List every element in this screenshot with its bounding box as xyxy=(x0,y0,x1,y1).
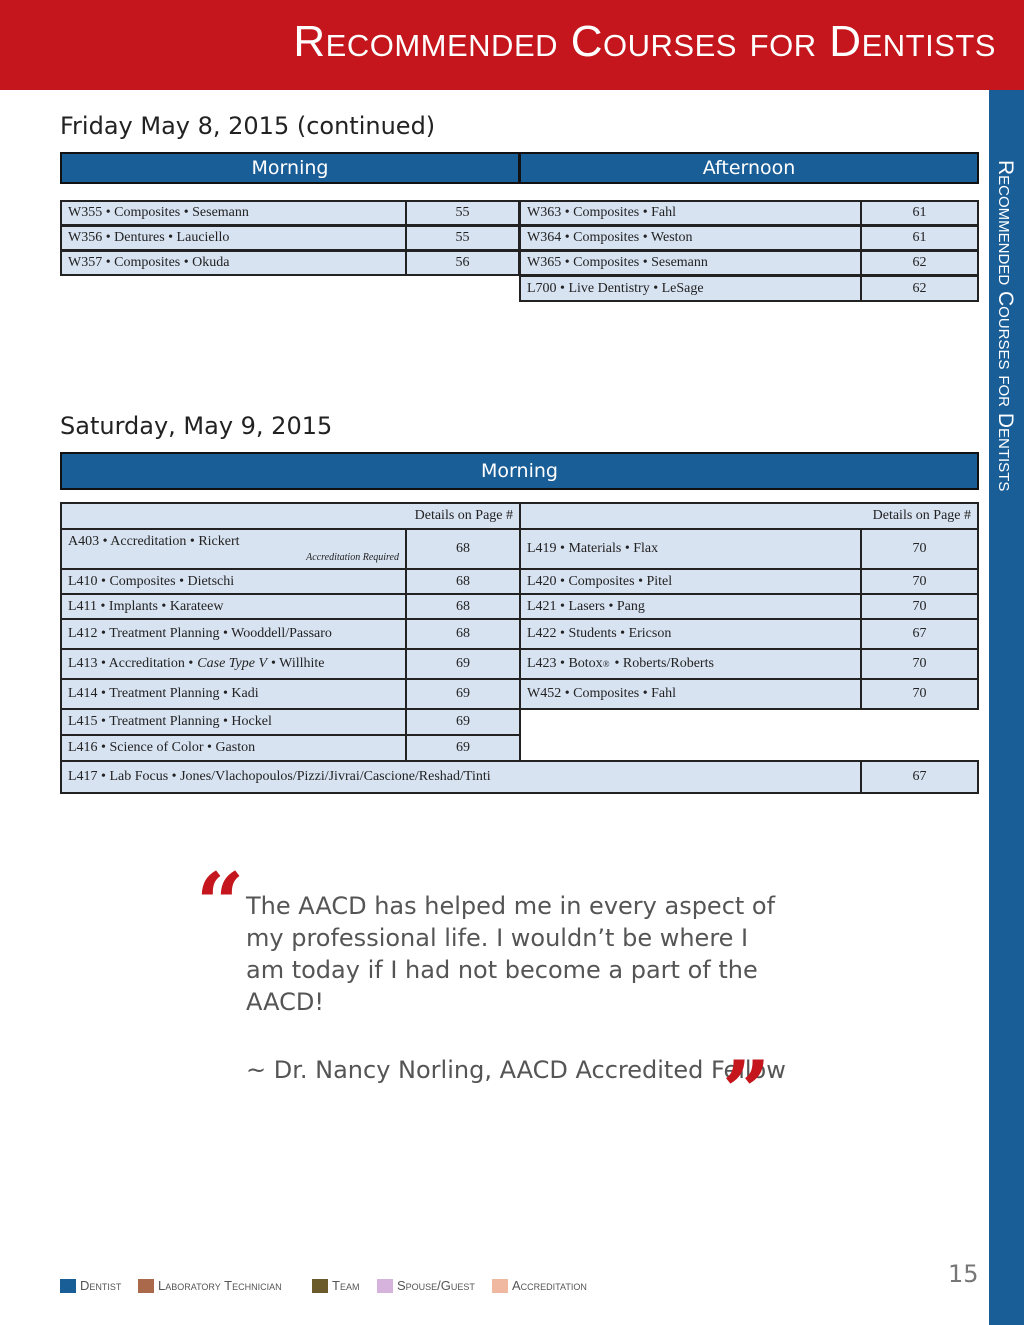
open-quote-icon: “ xyxy=(196,854,245,953)
legend-label: Dentist xyxy=(80,1278,122,1293)
legend-swatch xyxy=(60,1279,76,1293)
course-cell: W365 • Composites • Sesemann xyxy=(519,250,862,276)
course-cell: L700 • Live Dentistry • LeSage xyxy=(519,275,862,302)
registered-mark: ® xyxy=(602,659,610,669)
page-cell: 68 xyxy=(405,618,521,650)
page-cell: 69 xyxy=(405,734,521,762)
course-cell: L414 • Treatment Planning • Kadi xyxy=(60,678,407,710)
page-cell: 70 xyxy=(860,528,979,570)
legend-dentist xyxy=(60,1278,121,1293)
course-cell: W363 • Composites • Fahl xyxy=(519,200,862,226)
legend-label: Spouse/Guest xyxy=(397,1278,475,1293)
course-cell: L421 • Lasers • Pang xyxy=(519,593,862,620)
testimonial-text: The AACD has helped me in every aspect of my professional life. I wouldn’t be where I am today if I had not become a part of the AACD! xyxy=(246,892,776,1016)
page-number: 15 xyxy=(948,1260,979,1288)
course-text: L413 • Accreditation • xyxy=(68,656,194,671)
friday-morning-header: Morning xyxy=(60,152,520,184)
course-cell: L422 • Students • Ericson xyxy=(519,618,862,650)
page-cell: 68 xyxy=(405,528,521,570)
page-cell: 55 xyxy=(405,200,520,226)
course-cell: L417 • Lab Focus • Jones/Vlachopoulos/Pizzi/Jivrai/Cascione/Reshad/Tinti xyxy=(60,760,862,794)
legend-accreditation xyxy=(492,1278,587,1293)
legend-swatch xyxy=(492,1279,508,1293)
course-type: Case Type V xyxy=(197,656,268,671)
course-cell: W364 • Composites • Weston xyxy=(519,225,862,251)
legend-swatch xyxy=(377,1279,393,1293)
testimonial-author: ~ Dr. Nancy Norling, AACD Accredited Fellow xyxy=(246,1056,786,1084)
course-cell: W452 • Composites • Fahl xyxy=(519,678,862,710)
course-text: L423 • Botox xyxy=(527,656,603,671)
page-cell: 68 xyxy=(405,568,521,595)
page-title: Recommended Courses for Dentists xyxy=(293,17,996,66)
course-cell xyxy=(60,648,407,680)
page-cell: 70 xyxy=(860,593,979,620)
course-cell xyxy=(519,648,862,680)
course-cell: W355 • Composites • Sesemann xyxy=(60,200,407,226)
page-cell: 55 xyxy=(405,225,520,251)
course-cell: W356 • Dentures • Lauciello xyxy=(60,225,407,251)
page-cell: 70 xyxy=(860,678,979,710)
side-tab-text: Recommended Courses for Dentists xyxy=(994,160,1017,492)
saturday-morning-header: Morning xyxy=(60,452,979,490)
course-cell: W357 • Composites • Okuda xyxy=(60,250,407,276)
legend-label: Accreditation xyxy=(512,1278,587,1293)
page-cell: 70 xyxy=(860,568,979,595)
course-text: • Willhite xyxy=(271,656,325,671)
legend-label: Laboratory Technician xyxy=(158,1278,282,1293)
legend-swatch xyxy=(138,1279,154,1293)
legend-label: Team xyxy=(332,1278,360,1293)
course-cell: L416 • Science of Color • Gaston xyxy=(60,734,407,762)
details-header-right: Details on Page # xyxy=(519,502,979,530)
legend-lab-tech xyxy=(138,1278,282,1293)
saturday-title: Saturday, May 9, 2015 xyxy=(60,412,333,440)
side-tab-label xyxy=(989,90,1024,510)
friday-title: Friday May 8, 2015 (continued) xyxy=(60,112,436,140)
course-cell: L420 • Composites • Pitel xyxy=(519,568,862,595)
close-quote-icon: ” xyxy=(722,1042,771,1141)
details-header-left: Details on Page # xyxy=(60,502,521,530)
page-cell: 62 xyxy=(860,275,979,302)
accreditation-note: Accreditation Required xyxy=(306,552,399,563)
course-cell: L419 • Materials • Flax xyxy=(519,528,862,570)
page-cell: 69 xyxy=(405,678,521,710)
page-cell: 62 xyxy=(860,250,979,276)
side-tab xyxy=(989,90,1024,1325)
course-cell: L410 • Composites • Dietschi xyxy=(60,568,407,595)
page-cell: 69 xyxy=(405,648,521,680)
legend-team xyxy=(312,1278,359,1293)
course-cell: L415 • Treatment Planning • Hockel xyxy=(60,708,407,736)
friday-afternoon-header: Afternoon xyxy=(519,152,979,184)
header-bar xyxy=(0,0,1024,90)
page-cell: 69 xyxy=(405,708,521,736)
course-cell: L412 • Treatment Planning • Wooddell/Passaro xyxy=(60,618,407,650)
page-cell: 61 xyxy=(860,225,979,251)
course-text: • Roberts/Roberts xyxy=(614,656,714,671)
page-cell: 56 xyxy=(405,250,520,276)
page-cell: 68 xyxy=(405,593,521,620)
page-cell: 67 xyxy=(860,760,979,794)
legend-swatch xyxy=(312,1279,328,1293)
legend-spouse-guest xyxy=(377,1278,475,1293)
page-cell: 61 xyxy=(860,200,979,226)
page-cell: 70 xyxy=(860,648,979,680)
course-cell xyxy=(60,528,407,570)
course-text: A403 • Accreditation • Rickert xyxy=(68,534,240,549)
page-cell: 67 xyxy=(860,618,979,650)
course-cell: L411 • Implants • Karateew xyxy=(60,593,407,620)
